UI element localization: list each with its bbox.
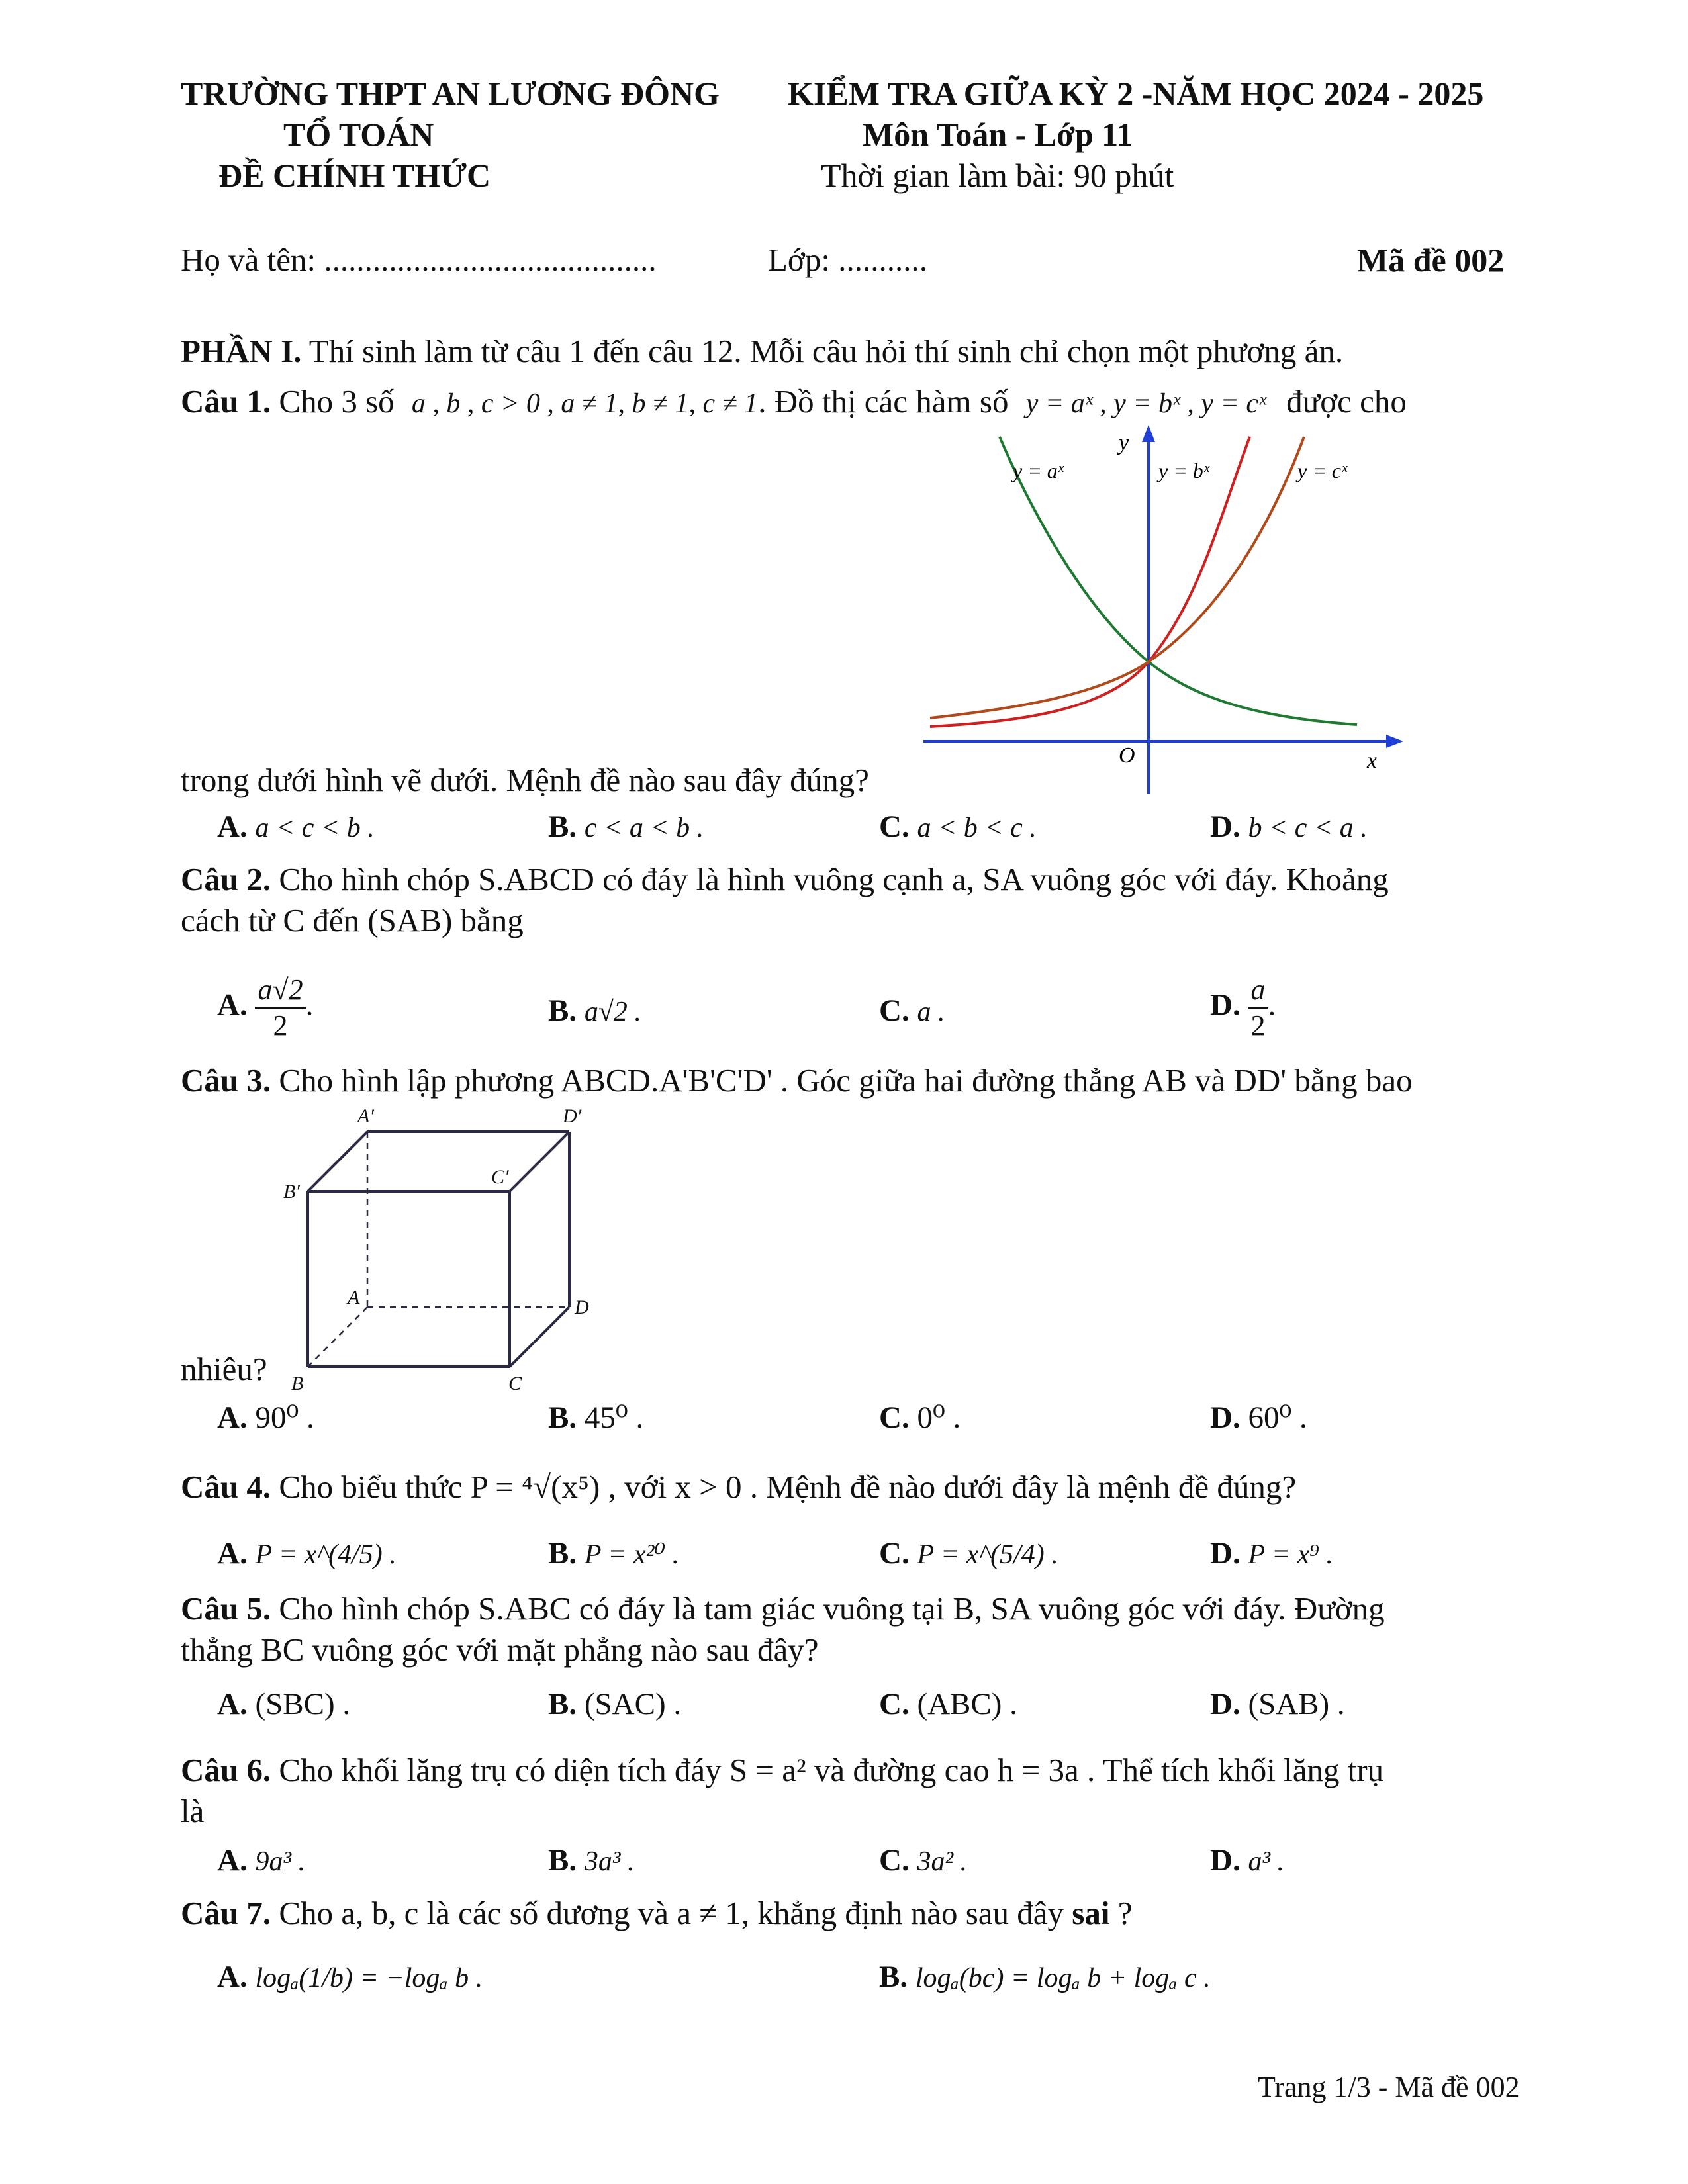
- cube-label-b: B: [291, 1373, 304, 1394]
- question-1-text: Cho 3 số: [279, 383, 395, 420]
- exam-code: Mã đề 002: [1357, 242, 1505, 279]
- question-6-text: Cho khối lăng trụ có diện tích đáy S = a² và đường cao h = 3a . Thể tích khối lăng trụ: [279, 1752, 1384, 1788]
- section-instruction: Thí sinh làm từ câu 1 đến câu 12. Mỗi câu hỏi thí sinh chỉ chọn một phương án.: [308, 333, 1344, 369]
- question-6-label: Câu 6.: [181, 1752, 271, 1788]
- question-3-line-1: [181, 1062, 1413, 1099]
- cube-label-d: D: [575, 1297, 589, 1318]
- question-3-text: Cho hình lập phương ABCD.A'B'C'D' . Góc giữa hai đường thẳng AB và DD' bằng bao: [279, 1062, 1413, 1099]
- department-name: TỔ TOÁN: [283, 116, 434, 153]
- exam-time: Thời gian làm bài: 90 phút: [821, 157, 1174, 194]
- question-6-option-a[interactable]: A. 9a³ .: [217, 1843, 306, 1878]
- question-1-line-1: [181, 383, 1407, 420]
- question-1-label: Câu 1.: [181, 383, 271, 420]
- question-1-line-2: trong dưới hình vẽ dưới. Mệnh đề nào sau đây đúng?: [181, 762, 869, 798]
- official-label: ĐỀ CHÍNH THỨC: [218, 157, 491, 194]
- question-7-option-b[interactable]: B. logₐ(bc) = logₐ b + logₐ c .: [879, 1960, 1211, 1994]
- question-3-line-2: nhiêu?: [181, 1351, 267, 1387]
- question-7-text-end: ?: [1117, 1895, 1133, 1931]
- question-2-option-c[interactable]: C. a .: [879, 993, 945, 1028]
- cube-label-c: C: [508, 1373, 522, 1394]
- question-3-option-d[interactable]: D. 60⁰ .: [1210, 1400, 1307, 1435]
- question-2-text: Cho hình chóp S.ABCD có đáy là hình vuông cạnh a, SA vuông góc với đáy. Khoảng: [279, 861, 1389, 897]
- cube-label-d1: D′: [563, 1105, 582, 1127]
- question-5-option-d[interactable]: D. (SAB) .: [1210, 1687, 1345, 1721]
- question-1-option-a[interactable]: A. a < c < b .: [217, 809, 375, 844]
- question-1-option-c[interactable]: C. a < b < c .: [879, 809, 1037, 844]
- exam-title: KIỂM TRA GIỮA KỲ 2 -NĂM HỌC 2024 - 2025: [788, 75, 1484, 112]
- question-3-option-c[interactable]: C. 0⁰ .: [879, 1400, 961, 1435]
- question-3-label: Câu 3.: [181, 1062, 271, 1099]
- question-4-option-a[interactable]: A. P = x^(4/5) .: [217, 1536, 397, 1570]
- question-6-option-d[interactable]: D. a³ .: [1210, 1843, 1285, 1878]
- cube-label-a1: A′: [357, 1105, 374, 1127]
- question-4-option-b[interactable]: B. P = x²⁰ .: [548, 1536, 680, 1570]
- curve-a-label: y = aˣ: [1013, 459, 1064, 482]
- question-5-line-1: [181, 1590, 1385, 1627]
- question-5-option-c[interactable]: C. (ABC) .: [879, 1687, 1017, 1721]
- question-5-text: Cho hình chóp S.ABC có đáy là tam giác vuông tại B, SA vuông góc với đáy. Đường: [279, 1590, 1385, 1627]
- school-name: TRƯỜNG THPT AN LƯƠNG ĐÔNG: [181, 75, 720, 112]
- question-7-option-a[interactable]: A. logₐ(1/b) = −logₐ b .: [217, 1960, 483, 1994]
- question-7-line: [181, 1894, 1132, 1932]
- section-heading: [181, 332, 1343, 370]
- cube-label-a: A: [348, 1287, 360, 1308]
- question-2-line-1: [181, 860, 1389, 898]
- question-2-label: Câu 2.: [181, 861, 271, 897]
- edge-a-b: [308, 1307, 367, 1367]
- question-1-text-c: được cho: [1286, 383, 1407, 420]
- edge-d1-c1: [510, 1132, 569, 1191]
- question-4-text: Cho biểu thức P = ⁴√(x⁵) , với x > 0 . Mệnh đề nào dưới đây là mệnh đề đúng?: [279, 1469, 1297, 1505]
- question-1-option-d[interactable]: D. b < c < a .: [1210, 809, 1368, 844]
- student-name-field: Họ và tên: .........................................: [181, 242, 657, 278]
- question-1-option-b[interactable]: B. c < a < b .: [548, 809, 704, 844]
- section-title: PHẦN I.: [181, 333, 302, 369]
- question-2-option-b[interactable]: B. a√2 .: [548, 993, 641, 1028]
- question-3-option-b[interactable]: B. 45⁰ .: [548, 1400, 644, 1435]
- question-6-line-1: [181, 1751, 1383, 1789]
- question-5-line-2: thẳng BC vuông góc với mặt phẳng nào sau đây?: [181, 1631, 819, 1668]
- x-axis-label: x: [1367, 749, 1378, 773]
- question-2-line-2: cách từ C đến (SAB) bằng: [181, 902, 524, 938]
- y-axis-arrow: [1142, 425, 1155, 442]
- question-4-option-c[interactable]: C. P = x^(5/4) .: [879, 1536, 1058, 1570]
- question-4-label: Câu 4.: [181, 1469, 271, 1505]
- question-6-option-c[interactable]: C. 3a² .: [879, 1843, 968, 1878]
- student-class-field: Lớp: ...........: [768, 242, 927, 278]
- question-1-text-b: . Đồ thị các hàm số: [758, 383, 1009, 420]
- question-5-label: Câu 5.: [181, 1590, 271, 1627]
- edge-a1-b1: [308, 1132, 367, 1191]
- question-1-vars: a , b , c > 0 , a ≠ 1, b ≠ 1, c ≠ 1: [411, 388, 759, 419]
- x-axis-arrow: [1386, 735, 1403, 748]
- cube-label-b1: B′: [283, 1181, 300, 1203]
- page-footer: Trang 1/3 - Mã đề 002: [1258, 2071, 1520, 2103]
- question-3-option-a[interactable]: A. 90⁰ .: [217, 1400, 314, 1435]
- question-7-emphasis: sai: [1072, 1895, 1110, 1931]
- question-1-functions: y = aˣ , y = bˣ , y = cˣ: [1025, 388, 1266, 419]
- y-axis-label: y: [1119, 431, 1129, 455]
- cube-label-c1: C′: [491, 1166, 509, 1188]
- question-4-line: [181, 1468, 1296, 1506]
- question-6-option-b[interactable]: B. 3a³ .: [548, 1843, 635, 1878]
- curve-c: [930, 437, 1304, 718]
- question-5-option-b[interactable]: B. (SAC) .: [548, 1687, 682, 1721]
- question-2-option-d[interactable]: D. $\frac{a}{2}$ .: [1210, 974, 1276, 1042]
- question-2-option-a[interactable]: A. $\frac{a√2}{2}$ .: [217, 974, 314, 1042]
- question-7-label: Câu 7.: [181, 1895, 271, 1931]
- question-6-line-2: là: [181, 1793, 205, 1829]
- exponential-graph: [920, 424, 1410, 794]
- cube-figure: [278, 1099, 622, 1396]
- curve-b-label: y = bˣ: [1158, 459, 1209, 482]
- subject-title: Môn Toán - Lớp 11: [863, 116, 1133, 153]
- question-4-option-d[interactable]: D. P = x⁹ .: [1210, 1536, 1333, 1570]
- origin-label: O: [1119, 743, 1135, 768]
- curve-c-label: y = cˣ: [1297, 459, 1348, 482]
- question-7-text: Cho a, b, c là các số dương và a ≠ 1, khẳng định nào sau đây: [279, 1895, 1064, 1931]
- question-5-option-a[interactable]: A. (SBC) .: [217, 1687, 351, 1721]
- edge-c-d: [510, 1307, 569, 1367]
